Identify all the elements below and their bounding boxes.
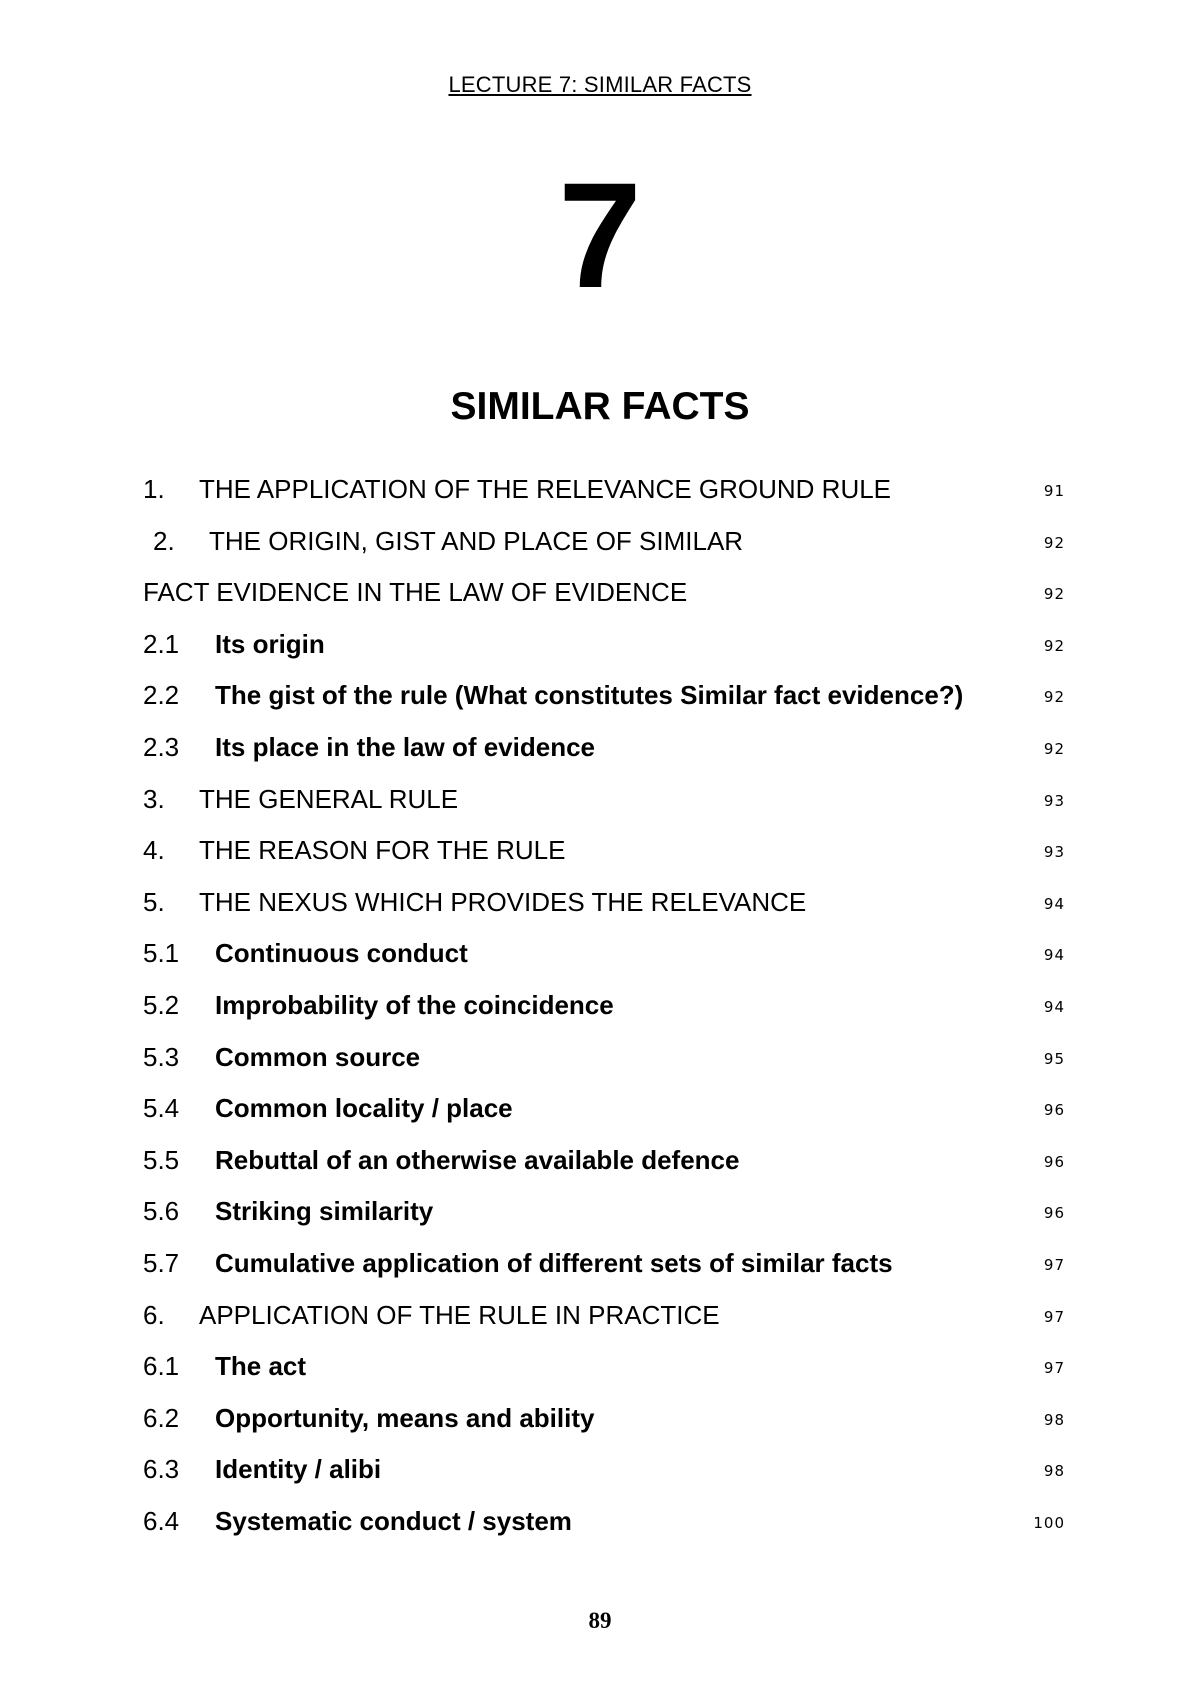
page-header: LECTURE 7: SIMILAR FACTS (448, 72, 752, 97)
toc-entry (143, 722, 1065, 774)
toc-entry-title: Continuous conduct (215, 938, 468, 969)
toc-entry-page: 97 (1043, 1255, 1065, 1274)
toc-entry (143, 619, 1065, 671)
toc-entry (143, 980, 1065, 1032)
toc-entry-number: 5.4 (143, 1093, 180, 1124)
toc-entry-number: 2.1 (143, 628, 180, 659)
toc-entry-title: Common source (215, 1041, 421, 1072)
toc-entry (143, 774, 1065, 826)
toc-entry-page: 92 (1043, 585, 1065, 604)
toc-entry-page: 95 (1043, 1049, 1065, 1068)
toc-entry-page: 96 (1043, 1152, 1065, 1171)
toc-entry (143, 877, 1065, 929)
toc-entry-page: 91 (1043, 482, 1065, 500)
toc-entry (143, 1444, 1065, 1496)
toc-entry-page: 92 (1043, 739, 1065, 758)
page-number: 89 (588, 1608, 612, 1633)
toc-entry (143, 516, 1065, 568)
toc-entry (143, 1496, 1065, 1548)
toc-entry-number: 5.1 (143, 938, 180, 969)
toc-entry-title: Its origin (215, 628, 325, 659)
toc-entry-title: Identity / alibi (215, 1454, 382, 1485)
toc-entry-title: Rebuttal of an otherwise available defence (215, 1144, 740, 1175)
toc-entry-page: 96 (1043, 1204, 1065, 1223)
toc-entry (143, 1393, 1065, 1445)
toc-entry-number: 2.3 (143, 731, 180, 762)
toc-entry-title: THE REASON FOR THE RULE (199, 835, 566, 866)
toc-entry-title: THE APPLICATION OF THE RELEVANCE GROUND RULE (199, 474, 892, 504)
toc-entry-number: 5.7 (143, 1247, 180, 1278)
toc-entry (143, 928, 1065, 980)
toc-entry-title: APPLICATION OF THE RULE IN PRACTICE (199, 1299, 720, 1330)
toc-entry-page: 96 (1043, 1101, 1065, 1120)
table-of-contents (143, 464, 1065, 1547)
toc-entry-page: 97 (1043, 1359, 1065, 1378)
toc-entry-page: 97 (1043, 1307, 1065, 1326)
toc-entry-number: 5.5 (143, 1144, 180, 1175)
toc-entry-title: THE ORIGIN, GIST AND PLACE OF SIMILAR (209, 525, 744, 556)
toc-entry-title: FACT EVIDENCE IN THE LAW OF EVIDENCE (143, 577, 688, 608)
toc-entry-page: 93 (1043, 843, 1065, 862)
toc-entry-number: 6.2 (143, 1402, 180, 1433)
toc-entry-title: THE NEXUS WHICH PROVIDES THE RELEVANCE (199, 886, 807, 917)
toc-entry (143, 670, 1065, 722)
toc-entry-page: 93 (1043, 791, 1065, 810)
toc-entry-page: 100 (1033, 1513, 1065, 1532)
toc-entry (143, 1032, 1065, 1084)
toc-entry (143, 1290, 1065, 1342)
toc-entry (143, 1238, 1065, 1290)
toc-entry-page: 98 (1043, 1410, 1065, 1429)
toc-entry-number: 3. (143, 783, 165, 814)
toc-entry-page: 94 (1043, 894, 1065, 913)
chapter-number: 7 (558, 151, 642, 319)
toc-entry-title: The act (215, 1351, 307, 1382)
toc-entry (143, 1083, 1065, 1135)
toc-entry-number: 6.4 (143, 1505, 180, 1536)
toc-entry-number: 5. (143, 886, 165, 917)
toc-entry (143, 1341, 1065, 1393)
toc-entry (143, 464, 1065, 516)
toc-entry-page: 92 (1043, 688, 1065, 707)
toc-entry-title: Opportunity, means and ability (215, 1402, 595, 1433)
toc-entry-number: 6.1 (143, 1351, 180, 1382)
toc-entry-number: 6. (143, 1299, 165, 1330)
toc-entry-number: 4. (143, 835, 165, 866)
toc-entry (143, 1186, 1065, 1238)
toc-entry-page: 92 (1043, 533, 1065, 552)
toc-entry-number: 2.2 (143, 680, 180, 711)
toc-entry-title: Its place in the law of evidence (215, 731, 596, 762)
toc-entry-title: Cumulative application of different sets of similar facts (215, 1247, 893, 1278)
toc-entry-title: Systematic conduct / system (215, 1505, 572, 1536)
toc-entry-number: 5.6 (143, 1196, 180, 1227)
toc-entry-page: 94 (1043, 997, 1065, 1016)
toc-entry-title: THE GENERAL RULE (199, 783, 459, 814)
toc-entry-title: Striking similarity (215, 1196, 434, 1227)
toc-entry-number: 5.3 (143, 1041, 180, 1072)
toc-entry-title: The gist of the rule (What constitutes Similar fact evidence?) (215, 680, 964, 711)
toc-entry-page: 94 (1043, 946, 1065, 965)
chapter-title: SIMILAR FACTS (450, 385, 750, 428)
toc-entry-title: Common locality / place (215, 1093, 513, 1124)
toc-entry-number: 6.3 (143, 1454, 180, 1485)
toc-entry (143, 1135, 1065, 1187)
toc-entry-page: 98 (1043, 1462, 1065, 1481)
toc-entry-number: 5.2 (143, 989, 180, 1020)
toc-entry-title: Improbability of the coincidence (215, 989, 614, 1020)
toc-entry-number: 1. (143, 474, 165, 504)
toc-entry (143, 567, 1065, 619)
toc-entry (143, 825, 1065, 877)
toc-entry-number: 2. (153, 525, 175, 556)
toc-entry-page: 92 (1043, 636, 1065, 655)
